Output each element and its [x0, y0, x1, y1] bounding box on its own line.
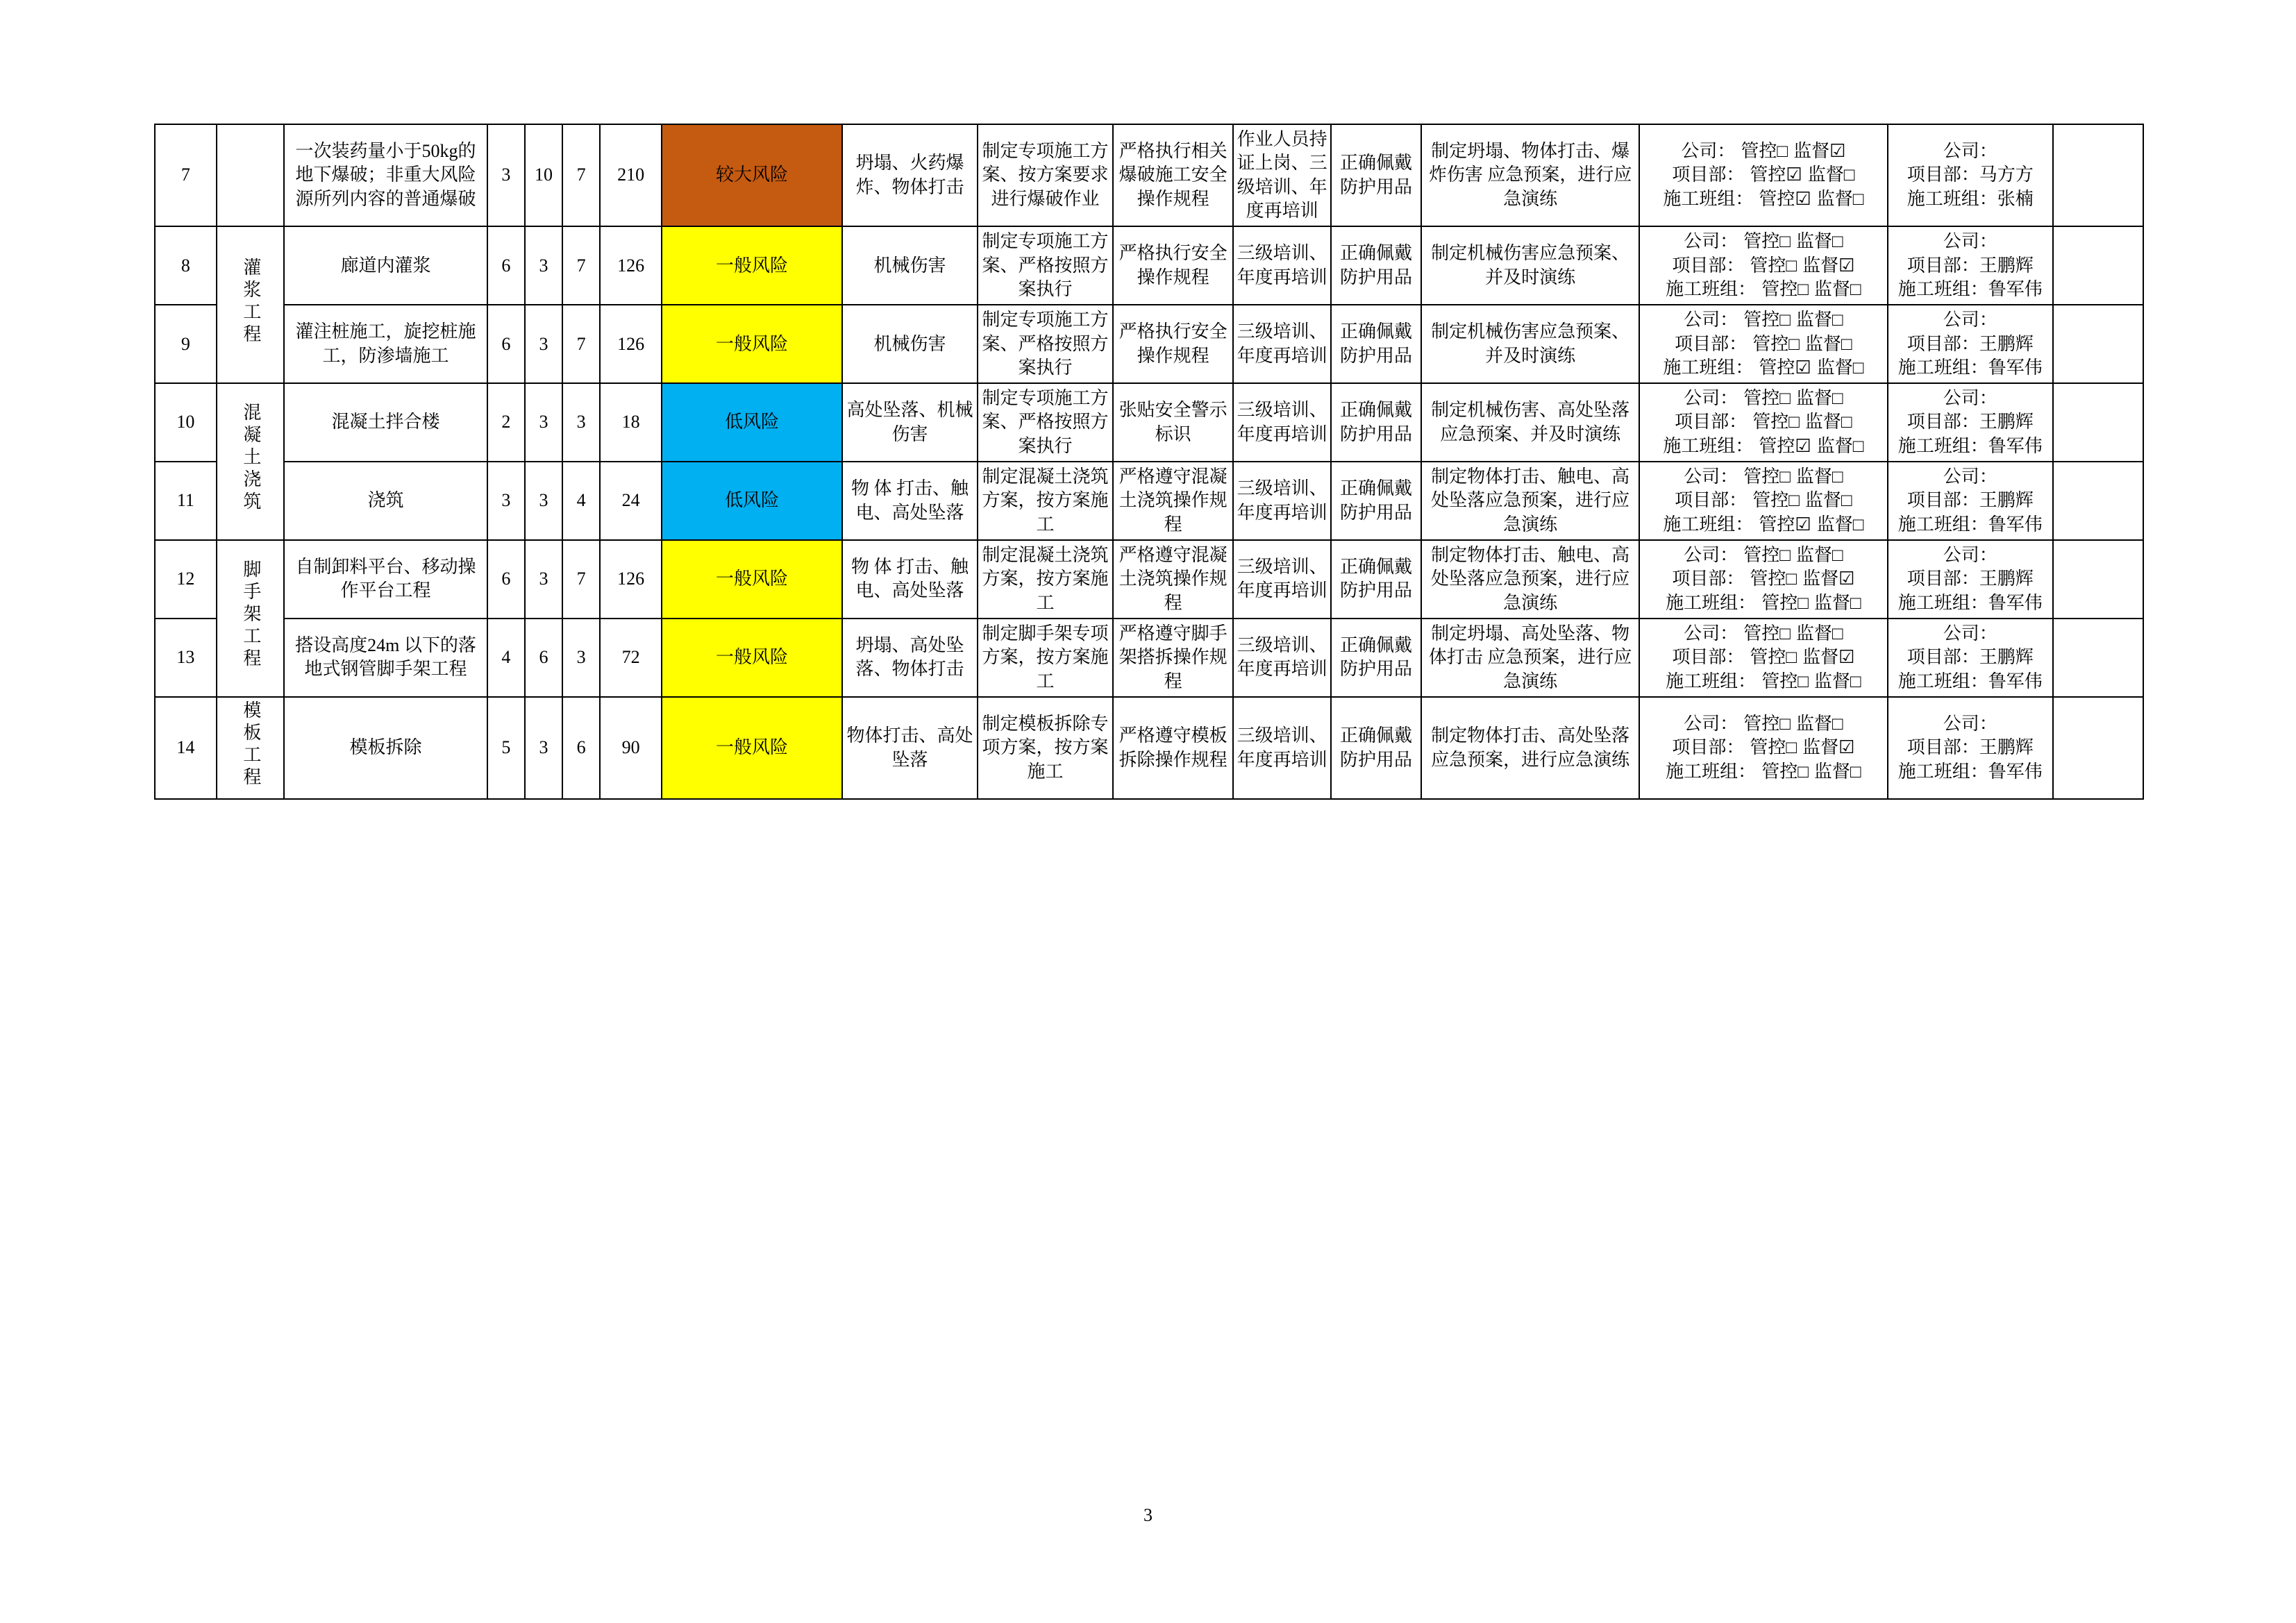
control-scope-label: 项目部：: [1672, 165, 1745, 185]
score-e: 3: [525, 226, 562, 305]
score-d: 90: [600, 697, 662, 799]
manage-checkbox[interactable]: 管控☑: [1759, 514, 1811, 535]
score-l: 6: [487, 305, 525, 383]
measure-plan-cell: 制定专项施工方案、严格按照方案执行: [978, 383, 1113, 462]
score-l: 3: [487, 462, 525, 540]
activity-cell: 一次装药量小于50kg的地下爆破；非重大风险源所列内容的普通爆破: [284, 124, 487, 226]
responsible-line: 公司：: [1943, 231, 1997, 252]
control-level-line: [1643, 736, 1884, 759]
score-c: 6: [562, 697, 600, 799]
table-row: [155, 305, 2143, 383]
supervise-checkbox[interactable]: 监督□: [1813, 592, 1861, 613]
score-c: 7: [562, 226, 600, 305]
table-row: [155, 226, 2143, 305]
manage-checkbox[interactable]: 管控□: [1752, 490, 1800, 511]
responsible-line: 公司：: [1943, 141, 1997, 162]
measure-regulation-cell: 严格遵守模板拆除操作规程: [1113, 697, 1233, 799]
control-scope-label: 项目部：: [1675, 333, 1748, 354]
measure-plan-cell: 制定脚手架专项方案，按方案施工: [978, 619, 1113, 697]
activity-cell: 模板拆除: [284, 697, 487, 799]
ppe-cell: 正确佩戴防护用品: [1331, 540, 1421, 619]
responsible-line: 项目部：王鹏辉: [1907, 255, 2034, 276]
measure-plan-cell: 制定混凝土浇筑方案，按方案施工: [978, 462, 1113, 540]
measure-plan-cell: 制定专项施工方案、严格按照方案执行: [978, 305, 1113, 383]
control-level-line: [1643, 513, 1884, 537]
responsible-line: 施工班组：张楠: [1907, 188, 2034, 209]
ppe-cell: 正确佩戴防护用品: [1331, 697, 1421, 799]
responsible-person-cell: [1888, 697, 2053, 799]
manage-checkbox[interactable]: 管控□: [1752, 333, 1800, 354]
score-d: 24: [600, 462, 662, 540]
emergency-cell: 制定坍塌、高处坠落、物体打击 应急预案，进行应急演练: [1421, 619, 1639, 697]
measure-regulation-cell: 严格执行相关爆破施工安全操作规程: [1113, 124, 1233, 226]
training-cell: 三级培训、年度再培训: [1233, 226, 1331, 305]
emergency-cell: 制定机械伤害应急预案、并及时演练: [1421, 305, 1639, 383]
control-scope-label: 公司：: [1684, 231, 1738, 252]
control-level-line: [1643, 230, 1884, 253]
emergency-cell: 制定机械伤害、高处坠落应急预案、并及时演练: [1421, 383, 1639, 462]
score-e: 6: [525, 619, 562, 697]
table-row: [155, 697, 2143, 799]
category-label: 脚手架工程: [240, 560, 261, 671]
control-level-line: [1643, 465, 1884, 489]
manage-checkbox[interactable]: 管控□: [1743, 310, 1791, 330]
control-level-line: [1643, 622, 1884, 646]
hazard-cell: 机械伤害: [842, 226, 978, 305]
row-number: 14: [155, 697, 217, 799]
row-number: 12: [155, 540, 217, 619]
manage-checkbox[interactable]: 管控□: [1743, 388, 1791, 409]
measure-regulation-cell: 严格遵守脚手架搭拆操作规程: [1113, 619, 1233, 697]
hazard-cell: 坍塌、火药爆炸、物体打击: [842, 124, 978, 226]
training-cell: 三级培训、年度再培训: [1233, 462, 1331, 540]
score-e: 3: [525, 697, 562, 799]
hazard-cell: 坍塌、高处坠落、物体打击: [842, 619, 978, 697]
control-level-line: [1643, 489, 1884, 512]
training-cell: 三级培训、年度再培训: [1233, 697, 1331, 799]
responsible-line: 公司：: [1943, 545, 1997, 565]
control-level-line: [1643, 140, 1884, 163]
remark-cell: [2053, 540, 2143, 619]
control-scope-label: 公司：: [1684, 388, 1738, 409]
training-cell: 三级培训、年度再培训: [1233, 305, 1331, 383]
control-scope-label: 施工班组：: [1663, 514, 1754, 535]
training-cell: 三级培训、年度再培训: [1233, 540, 1331, 619]
control-level-cell: [1639, 305, 1887, 383]
manage-checkbox[interactable]: 管控□: [1761, 278, 1809, 299]
supervise-checkbox[interactable]: 监督☑: [1802, 647, 1855, 668]
risk-level-cell: 低风险: [662, 462, 842, 540]
control-scope-label: 项目部：: [1675, 412, 1748, 432]
remark-cell: [2053, 124, 2143, 226]
responsible-line: 项目部：王鹏辉: [1907, 737, 2034, 758]
control-scope-label: 施工班组：: [1663, 357, 1754, 378]
control-scope-label: 公司：: [1684, 545, 1738, 565]
control-level-line: [1643, 356, 1884, 380]
control-level-cell: [1639, 697, 1887, 799]
manage-checkbox[interactable]: 管控□: [1743, 545, 1791, 565]
control-level-cell: [1639, 540, 1887, 619]
control-scope-label: 项目部：: [1672, 647, 1745, 668]
control-level-line: [1643, 254, 1884, 278]
supervise-checkbox[interactable]: 监督□: [1795, 231, 1843, 252]
page-number: 3: [1143, 1505, 1153, 1525]
supervise-checkbox[interactable]: 监督□: [1804, 333, 1852, 354]
supervise-checkbox[interactable]: 监督□: [1804, 412, 1852, 432]
ppe-cell: 正确佩戴防护用品: [1331, 383, 1421, 462]
activity-cell: 混凝土拌合楼: [284, 383, 487, 462]
measure-regulation-cell: 严格执行安全操作规程: [1113, 226, 1233, 305]
control-level-line: [1643, 278, 1884, 301]
table-row: [155, 462, 2143, 540]
control-scope-label: 项目部：: [1672, 569, 1745, 589]
responsible-line: 施工班组：鲁军伟: [1897, 671, 2043, 691]
responsible-line: 项目部：马方方: [1907, 165, 2034, 185]
hazard-cell: 物体打击、高处坠落: [842, 697, 978, 799]
responsible-line: 项目部：王鹏辉: [1907, 647, 2034, 668]
ppe-cell: 正确佩戴防护用品: [1331, 124, 1421, 226]
responsible-line: 施工班组：鲁军伟: [1897, 514, 2043, 535]
score-c: 3: [562, 619, 600, 697]
control-level-line: [1643, 760, 1884, 784]
supervise-checkbox[interactable]: 监督□: [1804, 490, 1852, 511]
control-scope-label: 施工班组：: [1666, 278, 1757, 299]
manage-checkbox[interactable]: 管控□: [1741, 141, 1788, 162]
activity-cell: 搭设高度24m 以下的落地式钢管脚手架工程: [284, 619, 487, 697]
control-scope-label: 施工班组：: [1666, 592, 1757, 613]
hazard-cell: 物 体 打击、触电、高处坠落: [842, 462, 978, 540]
supervise-checkbox[interactable]: 监督□: [1816, 514, 1864, 535]
responsible-person-cell: [1888, 124, 2053, 226]
supervise-checkbox[interactable]: 监督□: [1816, 435, 1864, 456]
manage-checkbox[interactable]: 管控☑: [1759, 357, 1811, 378]
activity-cell: 灌注桩施工，旋挖桩施工，防渗墙施工: [284, 305, 487, 383]
score-l: 2: [487, 383, 525, 462]
manage-checkbox[interactable]: 管控□: [1743, 231, 1791, 252]
score-l: 4: [487, 619, 525, 697]
risk-table-body: [155, 124, 2143, 799]
responsible-line: 施工班组：鲁军伟: [1897, 278, 2043, 299]
score-d: 126: [600, 540, 662, 619]
supervise-checkbox[interactable]: 监督☑: [1793, 141, 1846, 162]
responsible-line: 公司：: [1943, 388, 1997, 409]
responsible-person-cell: [1888, 226, 2053, 305]
training-cell: 三级培训、年度再培训: [1233, 619, 1331, 697]
supervise-checkbox[interactable]: 监督□: [1795, 714, 1843, 734]
responsible-line: 项目部：王鹏辉: [1907, 490, 2034, 511]
supervise-checkbox[interactable]: 监督□: [1813, 761, 1861, 782]
row-number: 10: [155, 383, 217, 462]
responsible-line: 施工班组：鲁军伟: [1897, 357, 2043, 378]
table-row: [155, 540, 2143, 619]
control-level-line: [1643, 163, 1884, 187]
activity-cell: 浇筑: [284, 462, 487, 540]
responsible-line: 施工班组：鲁军伟: [1897, 435, 2043, 456]
responsible-person-cell: [1888, 383, 2053, 462]
responsible-line: 项目部：王鹏辉: [1907, 569, 2034, 589]
row-number: 9: [155, 305, 217, 383]
remark-cell: [2053, 226, 2143, 305]
score-d: 72: [600, 619, 662, 697]
risk-level-cell: 一般风险: [662, 305, 842, 383]
manage-checkbox[interactable]: 管控□: [1750, 255, 1798, 276]
control-level-cell: [1639, 619, 1887, 697]
score-l: 6: [487, 540, 525, 619]
risk-level-cell: 较大风险: [662, 124, 842, 226]
manage-checkbox[interactable]: 管控☑: [1759, 188, 1811, 209]
ppe-cell: 正确佩戴防护用品: [1331, 226, 1421, 305]
control-scope-label: 项目部：: [1672, 255, 1745, 276]
supervise-checkbox[interactable]: 监督□: [1816, 357, 1864, 378]
responsible-line: 项目部：王鹏辉: [1907, 333, 2034, 354]
manage-checkbox[interactable]: 管控□: [1750, 647, 1798, 668]
category-cell: [217, 124, 284, 226]
control-level-cell: [1639, 124, 1887, 226]
training-cell: 作业人员持证上岗、三级培训、年度再培训: [1233, 124, 1331, 226]
category-cell: [217, 540, 284, 697]
control-scope-label: 公司：: [1684, 310, 1738, 330]
responsible-line: 施工班组：鲁军伟: [1897, 761, 2043, 782]
measure-plan-cell: 制定专项施工方案、严格按照方案执行: [978, 226, 1113, 305]
responsible-person-cell: [1888, 462, 2053, 540]
responsible-line: 施工班组：鲁军伟: [1897, 592, 2043, 613]
hazard-cell: 物 体 打击、触电、高处坠落: [842, 540, 978, 619]
remark-cell: [2053, 383, 2143, 462]
control-level-line: [1643, 567, 1884, 591]
category-cell: [217, 697, 284, 799]
row-number: 11: [155, 462, 217, 540]
responsible-line: 公司：: [1943, 623, 1997, 644]
control-level-line: [1643, 670, 1884, 693]
manage-checkbox[interactable]: 管控□: [1743, 466, 1791, 487]
manage-checkbox[interactable]: 管控□: [1761, 592, 1809, 613]
category-cell: [217, 383, 284, 540]
category-label: 模板工程: [240, 700, 261, 789]
score-c: 4: [562, 462, 600, 540]
supervise-checkbox[interactable]: 监督☑: [1802, 737, 1855, 758]
score-d: 210: [600, 124, 662, 226]
supervise-checkbox[interactable]: 监督□: [1795, 310, 1843, 330]
control-level-line: [1643, 410, 1884, 434]
control-scope-label: 施工班组：: [1666, 671, 1757, 691]
score-e: 10: [525, 124, 562, 226]
measure-regulation-cell: 严格执行安全操作规程: [1113, 305, 1233, 383]
ppe-cell: 正确佩戴防护用品: [1331, 462, 1421, 540]
control-scope-label: 项目部：: [1672, 737, 1745, 758]
control-scope-label: 公司：: [1684, 714, 1738, 734]
manage-checkbox[interactable]: 管控□: [1750, 569, 1798, 589]
manage-checkbox[interactable]: 管控□: [1761, 671, 1809, 691]
ppe-cell: 正确佩戴防护用品: [1331, 305, 1421, 383]
control-level-cell: [1639, 462, 1887, 540]
control-level-line: [1643, 646, 1884, 669]
manage-checkbox[interactable]: 管控□: [1743, 714, 1791, 734]
emergency-cell: 制定物体打击、高处坠落应急预案，进行应急演练: [1421, 697, 1639, 799]
control-scope-label: 公司：: [1681, 141, 1736, 162]
manage-checkbox[interactable]: 管控☑: [1750, 165, 1802, 185]
measure-regulation-cell: 张贴安全警示标识: [1113, 383, 1233, 462]
responsible-person-cell: [1888, 305, 2053, 383]
control-level-line: [1643, 187, 1884, 211]
risk-level-cell: 一般风险: [662, 226, 842, 305]
emergency-cell: 制定物体打击、触电、高处坠落应急预案，进行应急演练: [1421, 462, 1639, 540]
score-c: 7: [562, 540, 600, 619]
table-row: [155, 619, 2143, 697]
risk-level-cell: 一般风险: [662, 697, 842, 799]
manage-checkbox[interactable]: 管控□: [1752, 412, 1800, 432]
supervise-checkbox[interactable]: 监督☑: [1802, 255, 1855, 276]
control-level-line: [1643, 333, 1884, 356]
responsible-line: 公司：: [1943, 714, 1997, 734]
responsible-person-cell: [1888, 540, 2053, 619]
measure-regulation-cell: 严格遵守混凝土浇筑操作规程: [1113, 540, 1233, 619]
score-e: 3: [525, 305, 562, 383]
control-level-cell: [1639, 226, 1887, 305]
control-scope-label: 公司：: [1684, 466, 1738, 487]
category-cell: [217, 226, 284, 383]
score-e: 3: [525, 383, 562, 462]
supervise-checkbox[interactable]: 监督□: [1816, 188, 1864, 209]
score-l: 3: [487, 124, 525, 226]
score-l: 6: [487, 226, 525, 305]
risk-level-cell: 一般风险: [662, 619, 842, 697]
supervise-checkbox[interactable]: 监督□: [1813, 278, 1861, 299]
control-level-cell: [1639, 383, 1887, 462]
responsible-line: 公司：: [1943, 466, 1997, 487]
category-label: 灌浆工程: [240, 257, 261, 346]
score-l: 5: [487, 697, 525, 799]
remark-cell: [2053, 697, 2143, 799]
remark-cell: [2053, 305, 2143, 383]
supervise-checkbox[interactable]: 监督□: [1795, 466, 1843, 487]
training-cell: 三级培训、年度再培训: [1233, 383, 1331, 462]
score-d: 18: [600, 383, 662, 462]
score-c: 3: [562, 383, 600, 462]
control-scope-label: 公司：: [1684, 623, 1738, 644]
control-scope-label: 项目部：: [1675, 490, 1748, 511]
row-number: 8: [155, 226, 217, 305]
manage-checkbox[interactable]: 管控□: [1761, 761, 1809, 782]
remark-cell: [2053, 619, 2143, 697]
row-number: 7: [155, 124, 217, 226]
emergency-cell: 制定物体打击、触电、高处坠落应急预案，进行应急演练: [1421, 540, 1639, 619]
score-e: 3: [525, 462, 562, 540]
manage-checkbox[interactable]: 管控☑: [1759, 435, 1811, 456]
row-number: 13: [155, 619, 217, 697]
control-level-line: [1643, 435, 1884, 458]
measure-plan-cell: 制定模板拆除专项方案，按方案施工: [978, 697, 1113, 799]
control-scope-label: 施工班组：: [1663, 435, 1754, 456]
emergency-cell: 制定坍塌、物体打击、爆炸伤害 应急预案，进行应急演练: [1421, 124, 1639, 226]
control-level-line: [1643, 387, 1884, 410]
control-level-line: [1643, 712, 1884, 736]
activity-cell: 自制卸料平台、移动操作平台工程: [284, 540, 487, 619]
supervise-checkbox[interactable]: 监督□: [1813, 671, 1861, 691]
table-row: [155, 124, 2143, 226]
supervise-checkbox[interactable]: 监督□: [1795, 545, 1843, 565]
responsible-person-cell: [1888, 619, 2053, 697]
table-row: [155, 383, 2143, 462]
measure-plan-cell: 制定混凝土浇筑方案，按方案施工: [978, 540, 1113, 619]
emergency-cell: 制定机械伤害应急预案、并及时演练: [1421, 226, 1639, 305]
risk-level-cell: 低风险: [662, 383, 842, 462]
hazard-cell: 高处坠落、机械伤害: [842, 383, 978, 462]
measure-plan-cell: 制定专项施工方案、按方案要求进行爆破作业: [978, 124, 1113, 226]
score-d: 126: [600, 305, 662, 383]
remark-cell: [2053, 462, 2143, 540]
score-c: 7: [562, 124, 600, 226]
category-label: 混凝土浇筑: [240, 403, 261, 514]
measure-regulation-cell: 严格遵守混凝土浇筑操作规程: [1113, 462, 1233, 540]
risk-assessment-table: [154, 124, 2144, 800]
supervise-checkbox[interactable]: 监督□: [1795, 623, 1843, 644]
manage-checkbox[interactable]: 管控□: [1743, 623, 1791, 644]
score-e: 3: [525, 540, 562, 619]
ppe-cell: 正确佩戴防护用品: [1331, 619, 1421, 697]
risk-level-cell: 一般风险: [662, 540, 842, 619]
control-level-line: [1643, 308, 1884, 332]
control-level-line: [1643, 544, 1884, 567]
responsible-line: 项目部：王鹏辉: [1907, 412, 2034, 432]
manage-checkbox[interactable]: 管控□: [1750, 737, 1798, 758]
supervise-checkbox[interactable]: 监督□: [1795, 388, 1843, 409]
control-scope-label: 施工班组：: [1666, 761, 1757, 782]
activity-cell: 廊道内灌浆: [284, 226, 487, 305]
control-level-line: [1643, 591, 1884, 615]
supervise-checkbox[interactable]: 监督☑: [1802, 569, 1855, 589]
supervise-checkbox[interactable]: 监督□: [1807, 165, 1855, 185]
score-c: 7: [562, 305, 600, 383]
hazard-cell: 机械伤害: [842, 305, 978, 383]
responsible-line: 公司：: [1943, 310, 1997, 330]
score-d: 126: [600, 226, 662, 305]
control-scope-label: 施工班组：: [1663, 188, 1754, 209]
